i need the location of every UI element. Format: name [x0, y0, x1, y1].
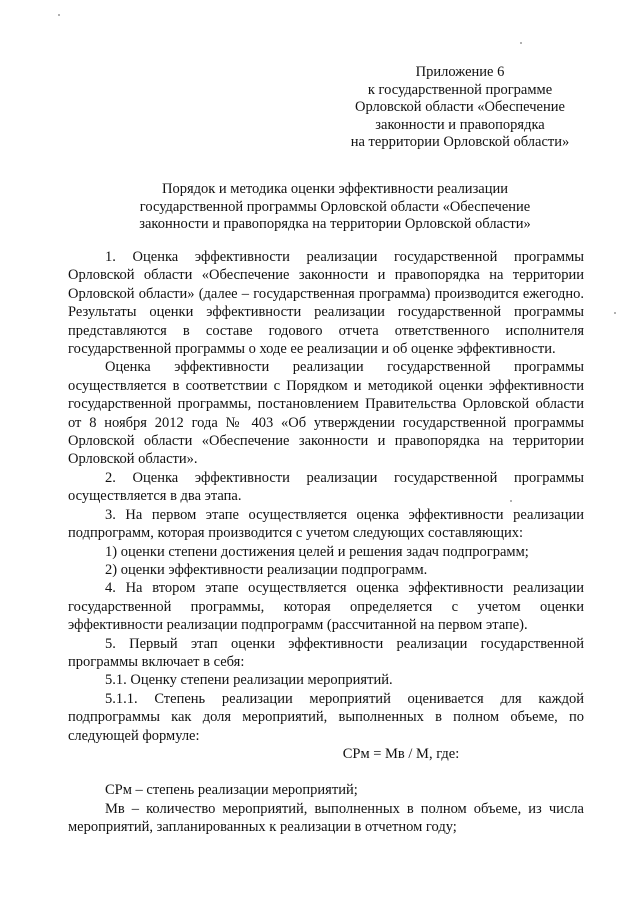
title-line: государственной программы Орловской области «Обеспечение	[139, 198, 531, 215]
appendix-line: Приложение 6	[415, 64, 505, 80]
scan-speck	[520, 42, 522, 44]
appendix-line: к государственной программе	[367, 81, 553, 98]
document-body	[68, 248, 584, 837]
title-line: Порядок и методика оценки эффективности реализации	[161, 181, 509, 197]
title-line: законности и правопорядка на территории Орловской области»	[139, 216, 531, 232]
scan-speck	[58, 14, 60, 16]
paragraph-5: 5. Первый этап оценки эффективности реализации государственной программы включает в себя:	[68, 635, 584, 670]
spacer	[68, 763, 584, 781]
definition-srm: СРм – степень реализации мероприятий;	[105, 782, 358, 799]
paragraph-5-1-1: 5.1.1. Степень реализации мероприятий оценивается для каждой подпрограммы как доля мероприятий, выполненных в полном объеме, по следующей формуле:	[68, 690, 584, 744]
document-title	[100, 181, 570, 234]
paragraph-3: 3. На первом этапе осуществляется оценка эффективности реализации подпрограмм, которая производится с учетом следующих составляющих:	[68, 506, 584, 542]
definition-mv: Мв – количество мероприятий, выполненных в полном объеме, из числа мероприятий, запланированных к реализации в отчетном году;	[68, 800, 584, 836]
paragraph-4: 4. На втором этапе осуществляется оценка эффективности реализации государственной программы, которая определяется с учетом оценки эффективности реализации подпрограмм (рассчитанной на первом этапе).	[68, 580, 584, 634]
appendix-line: Орловской области «Обеспечение	[355, 99, 565, 115]
scan-speck	[510, 500, 512, 502]
formula: СРм = Мв / М, где:	[342, 745, 460, 762]
appendix-header	[330, 64, 590, 152]
scan-speck	[614, 312, 616, 314]
paragraph-1: 1. Оценка эффективности реализации государственной программы Орловской области «Обеспечение законности и правопорядка на территории Орловской области» (далее – государственная программа) производится ежегодно. Результаты оценки эффективности реализации государственной программы представляются в составе годового отчета ответственного исполнителя государственной программы о ходе ее реализации и об оценке эффективности.	[68, 249, 584, 358]
paragraph-evaluation: Оценка эффективности реализации государственной программы осуществляется в соответствии с Порядком и методикой оценки эффективности государственной программы, постановлением Правительства Орловской области от 8 ноября 2012 года № 403 «Об утверждении государственной программы Орловской области «Обеспечение законности и правопорядка на территории Орловской области».	[68, 359, 584, 468]
paragraph-2: 2. Оценка эффективности реализации государственной программы осуществляется в два этапа.	[68, 469, 584, 505]
paragraph-5-1: 5.1. Оценку степени реализации мероприятий.	[105, 672, 393, 689]
appendix-line: законности и правопорядка	[375, 116, 545, 133]
appendix-line: на территории Орловской области»	[350, 134, 570, 150]
list-item-2: 2) оценки эффективности реализации подпрограмм.	[105, 561, 428, 578]
list-item-1: 1) оценки степени достижения целей и решения задач подпрограмм;	[105, 543, 529, 560]
